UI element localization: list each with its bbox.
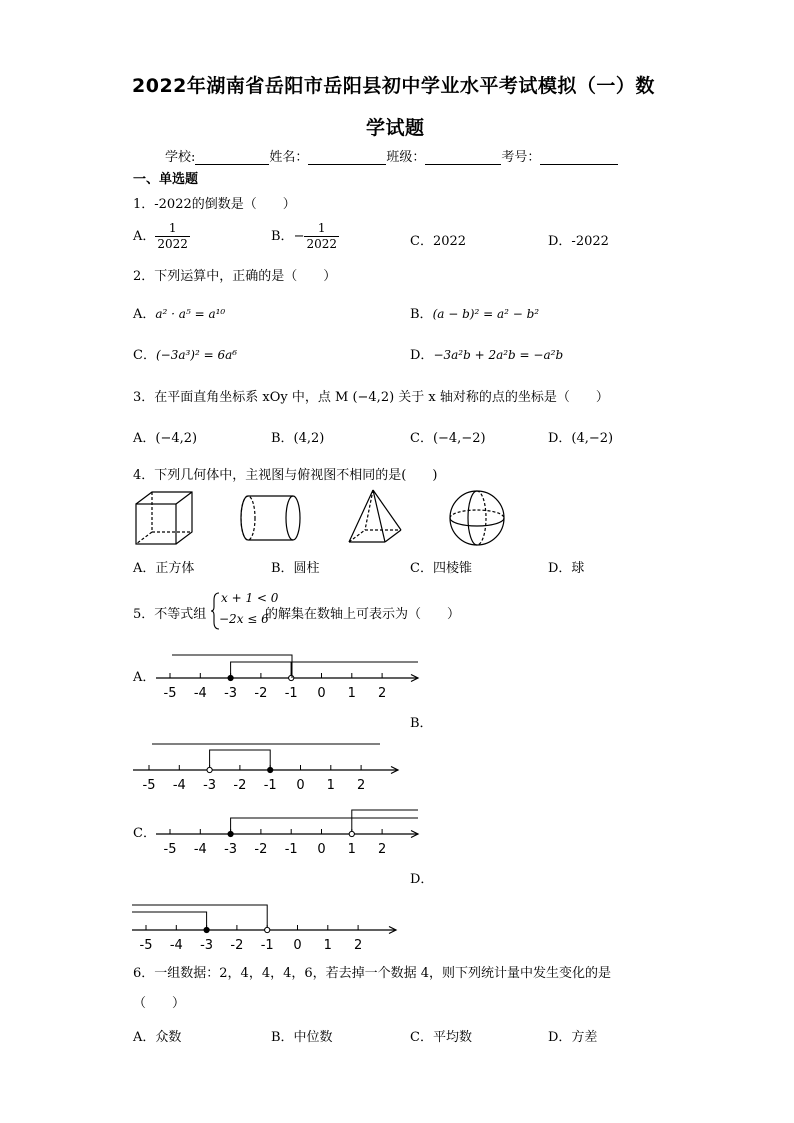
numerator: 1 bbox=[155, 221, 190, 237]
expression: (−3a³)² = 6a⁶ bbox=[155, 348, 238, 362]
tick-label: 1 bbox=[347, 842, 356, 857]
open-dot bbox=[265, 927, 270, 932]
inequality-2: −2x ≤ 6 bbox=[219, 612, 269, 626]
tick-label: 2 bbox=[356, 778, 366, 793]
numerator: 1 bbox=[304, 221, 339, 237]
expression: a² · a⁵ = a¹⁰ bbox=[155, 307, 226, 321]
tick-label: -1 bbox=[260, 938, 274, 953]
q3-option-c[interactable]: C．(−4,−2) bbox=[410, 431, 486, 446]
minus-sign: − bbox=[293, 229, 305, 244]
option-label: A． bbox=[133, 307, 156, 322]
option-label: B． bbox=[410, 307, 433, 322]
tick-label: -5 bbox=[163, 842, 177, 857]
q2-stem: 2．下列运算中，正确的是（ ） bbox=[133, 269, 337, 284]
q5-stem-suffix: 的解集在数轴上可表示为（ ） bbox=[265, 607, 461, 622]
solution-bracket bbox=[172, 655, 292, 678]
denominator: 2022 bbox=[157, 237, 188, 251]
tick-label: 1 bbox=[326, 778, 335, 793]
tick-label: -1 bbox=[284, 842, 298, 857]
tick-label: -3 bbox=[224, 842, 238, 857]
fraction bbox=[304, 221, 339, 252]
number-line-d bbox=[128, 902, 403, 954]
tick-label: -2 bbox=[230, 938, 244, 953]
q5-option-c-label[interactable]: C． bbox=[133, 826, 156, 841]
q4-option-d[interactable]: D．球 bbox=[548, 561, 585, 576]
expression: −3a²b + 2a²b = −a²b bbox=[433, 348, 564, 362]
name-label: 姓名： bbox=[269, 150, 309, 165]
open-dot bbox=[207, 767, 212, 772]
school-label: 学校: bbox=[165, 150, 196, 165]
q1-option-d[interactable]: D．-2022 bbox=[548, 234, 609, 249]
q1-stem: 1．-2022的倒数是（ ） bbox=[133, 197, 296, 212]
number-line-a bbox=[150, 650, 425, 702]
q5-option-a-label[interactable]: A． bbox=[133, 670, 156, 685]
tick-label: 1 bbox=[323, 938, 332, 953]
q3-option-b[interactable]: B．(4,2) bbox=[271, 431, 325, 446]
closed-dot bbox=[228, 675, 233, 680]
tick-label: -4 bbox=[193, 842, 207, 857]
q1-option-a[interactable] bbox=[133, 221, 190, 252]
option-label: D． bbox=[410, 348, 434, 363]
school-blank[interactable] bbox=[195, 150, 269, 165]
solution-bracket bbox=[291, 662, 418, 678]
tick-label: 0 bbox=[293, 938, 302, 953]
tick-label: -3 bbox=[203, 778, 217, 793]
tick-label: 0 bbox=[317, 842, 326, 857]
tick-label: -1 bbox=[263, 778, 277, 793]
tick-label: 2 bbox=[377, 842, 387, 857]
q3-option-a[interactable]: A．(−4,2) bbox=[133, 431, 198, 446]
tick-label: -2 bbox=[254, 686, 268, 701]
tick-label: -4 bbox=[169, 938, 183, 953]
q4-option-a[interactable]: A．正方体 bbox=[133, 561, 195, 576]
tick-label: -5 bbox=[139, 938, 153, 953]
expression: (a − b)² = a² − b² bbox=[432, 307, 540, 321]
option-label: B． bbox=[271, 229, 294, 244]
open-dot bbox=[349, 831, 354, 836]
option-label: A． bbox=[133, 229, 156, 244]
student-info bbox=[165, 146, 618, 165]
inequality-1: x + 1 < 0 bbox=[221, 591, 279, 605]
tick-label: -5 bbox=[163, 686, 177, 701]
q6-stem-line1: 6．一组数据：2，4，4，4，6，若去掉一个数据 4，则下列统计量中发生变化的是 bbox=[133, 966, 612, 981]
page-title-line2: 学试题 bbox=[366, 117, 425, 139]
solution-bracket bbox=[132, 912, 207, 930]
name-blank[interactable] bbox=[308, 150, 386, 165]
q4-option-b[interactable]: B．圆柱 bbox=[271, 561, 320, 576]
tick-label: -4 bbox=[193, 686, 207, 701]
exam-no-blank[interactable] bbox=[540, 150, 618, 165]
cylinder-figure bbox=[238, 488, 308, 550]
cube-figure bbox=[130, 488, 200, 550]
tick-label: 2 bbox=[353, 938, 363, 953]
solution-bracket bbox=[132, 905, 267, 930]
tick-label: 1 bbox=[347, 686, 356, 701]
q6-option-d[interactable]: D．方差 bbox=[548, 1030, 598, 1045]
tick-label: -1 bbox=[284, 686, 298, 701]
class-label: 班级： bbox=[386, 150, 426, 165]
q5-option-d-label[interactable]: D． bbox=[410, 872, 434, 887]
q1-option-b[interactable] bbox=[271, 221, 339, 252]
q6-option-c[interactable]: C．平均数 bbox=[410, 1030, 472, 1045]
tick-label: -2 bbox=[233, 778, 247, 793]
q2-option-d[interactable] bbox=[410, 344, 563, 363]
fraction bbox=[155, 221, 190, 252]
q3-option-d[interactable]: D．(4,−2) bbox=[548, 431, 614, 446]
exam-no-label: 考号： bbox=[501, 150, 541, 165]
tick-label: -3 bbox=[200, 938, 214, 953]
q2-option-a[interactable] bbox=[133, 303, 225, 322]
tick-label: 0 bbox=[296, 778, 305, 793]
tick-label: -3 bbox=[224, 686, 238, 701]
solution-bracket bbox=[352, 810, 418, 834]
page-title-line1: 2022年湖南省岳阳市岳阳县初中学业水平考试模拟（一）数 bbox=[132, 75, 655, 97]
tick-label: -4 bbox=[172, 778, 186, 793]
tick-label: -5 bbox=[142, 778, 156, 793]
option-label: C． bbox=[133, 348, 156, 363]
pyramid-figure bbox=[343, 486, 413, 550]
number-line-b bbox=[128, 742, 408, 794]
sphere-figure bbox=[446, 488, 510, 550]
section-heading: 一、单选题 bbox=[133, 172, 199, 187]
q6-option-a[interactable]: A．众数 bbox=[133, 1030, 182, 1045]
q2-option-b[interactable] bbox=[410, 303, 539, 322]
q3-stem: 3．在平面直角坐标系 xOy 中，点 M (−4,2) 关于 x 轴对称的点的坐标是（ ） bbox=[133, 390, 609, 405]
q4-stem: 4．下列几何体中，主视图与俯视图不相同的是( ) bbox=[133, 468, 438, 483]
q1-option-c[interactable]: C．2022 bbox=[410, 234, 467, 249]
number-line-c bbox=[150, 806, 410, 858]
class-blank[interactable] bbox=[425, 150, 501, 165]
closed-dot bbox=[228, 831, 233, 836]
tick-label: -2 bbox=[254, 842, 268, 857]
solution-bracket bbox=[231, 818, 418, 834]
closed-dot bbox=[268, 767, 273, 772]
closed-dot bbox=[204, 927, 209, 932]
q4-option-c[interactable]: C．四棱锥 bbox=[410, 561, 472, 576]
q5-option-b-label[interactable]: B． bbox=[410, 716, 433, 731]
denominator: 2022 bbox=[306, 237, 338, 251]
q2-option-c[interactable] bbox=[133, 344, 237, 363]
q5-stem-prefix: 5．不等式组 bbox=[133, 607, 207, 622]
tick-label: 2 bbox=[377, 686, 387, 701]
open-dot bbox=[289, 675, 294, 680]
tick-label: 0 bbox=[317, 686, 326, 701]
q6-stem-line2: （ ） bbox=[133, 996, 186, 1011]
q6-option-b[interactable]: B．中位数 bbox=[271, 1030, 333, 1045]
